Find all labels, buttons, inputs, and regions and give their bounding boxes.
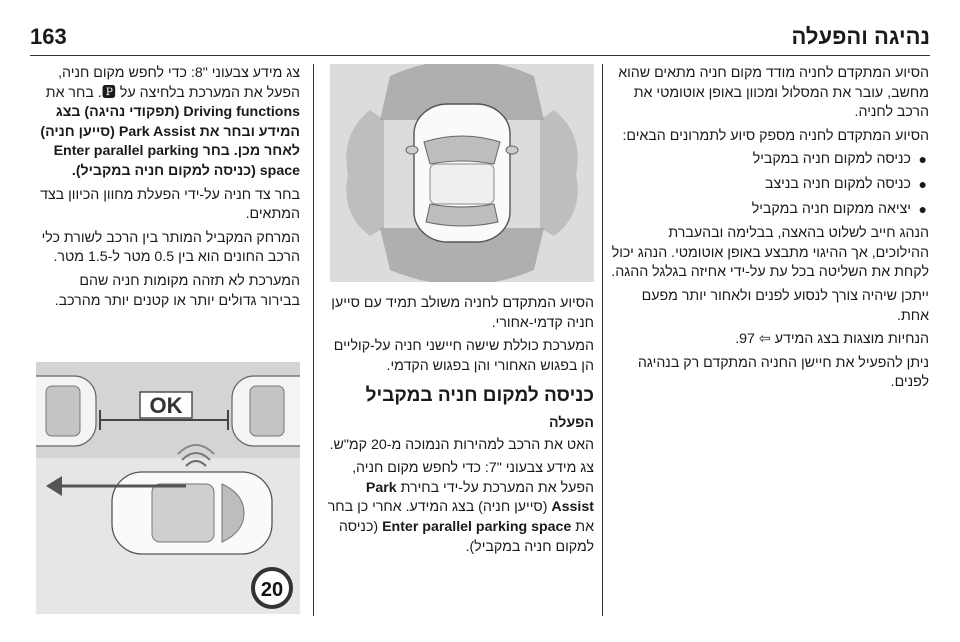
left-column [36,64,300,315]
maneuver-repeat-paragraph: ייתכן שיהיה צורך לנסוע לפנים ולאחור יותר מפעם אחת. [641,287,929,324]
menu-item-enter-parallel-parking-space: Enter parallel parking space [382,518,572,535]
list-item: ● כניסה למקום חניה בניצב [611,175,929,195]
parking-button-icon: 🅿 [101,84,116,101]
arrow-reference-icon: ⇦ [758,331,771,348]
instructions-paragraph: הנחיות מוצגות בצג המידע ⇦ 97. [735,331,929,348]
menu-item-assist: Assist [551,499,594,516]
intro-paragraph: הסיוע המתקדם לחניה מודד מקום חניה מתאים שהוא מחשב, עובר את המסלול ומכוון באופן אוטומטי את הרכב לחניה. [618,65,929,121]
bullet-icon: ● [918,200,927,217]
page-number: 163 [30,24,67,49]
driver-control-paragraph: הנהג חייב לשלוט בהאצה, בבלימה ובהעברת ההילוכים, אך ההיגוי מתבצע באופן אוטומטי. הנהג יכול לקחת את השליטה בכל עת על-ידי אחיזה בגלגל ההגה. [611,225,929,281]
parallel-parking-illustration [36,362,300,614]
menu-item-driving-functions: Driving functions [183,104,300,121]
step-color-display-8: צג מידע צבעוני "8: כדי לחפש מקום חניה, הפעל את המערכת בלחיצה על 🅿. בחר את Driving functions (תפקודי נהיגה) בצג המידע ובחר את Park Assist (סייען חניה) לאחר מכן. בחר Enter parallel parking space (כניסה למקום חניה במקביל). [40,65,300,179]
distance-paragraph: המרחק המקביל המותר בין הרכב לשורת כלי הרכב החונים הוא בין 0.5 מטר ל-1.5 מטר. [41,229,300,266]
activation-label: הפעלה [548,414,594,431]
page-reference: 97 [739,331,755,348]
menu-item-enter-parallel: Enter parallel [53,143,144,160]
forward-only-paragraph: ניתן להפעיל את חיישן החניה המתקדם רק בנהיגה לפנים. [637,354,929,391]
page-header [30,22,930,56]
right-column [611,64,929,397]
maneuver-list [611,150,929,219]
bullet-icon: ● [918,175,927,192]
caption-paragraph: הסיוע המתקדם לחניה משולב תמיד עם סייען חניה קדמי-אחורי. [331,295,594,331]
bullet-icon: ● [918,151,927,168]
parked-car-front [232,376,300,446]
column-divider [313,64,314,616]
step-color-display-7: צג מידע צבעוני "7: כדי לחפש מקום חניה, הפעל את המערכת על-ידי בחירת Park Assist (סייען חניה) בצג המידע. אחרי כן בחר את Enter parallel parking space (כניסה למקום חניה במקביל). [327,460,594,555]
page-title: נהיגה והפעלה [791,24,930,49]
select-side-paragraph: בחר צד חניה על-ידי הפעלת מחוון הכיוון בצד המתאים. [40,186,300,223]
column-divider [602,64,603,616]
menu-item-park: Park [365,479,397,496]
step-slow-down: האט את הרכב למהירות הנמוכה מ-20 קמ"ש. [329,436,594,453]
detection-paragraph: המערכת לא תזהה מקומות חניה שהם בבירור גדולים יותר או קטנים יותר מהרכב. [54,272,300,309]
sensors-paragraph: המערכת כוללת שישה חיישני חניה על-קוליים הן בפגוש האחורי והן בפגוש הקדמי. [333,338,594,374]
moving-car [112,472,272,554]
list-item: ● יציאה ממקום חניה במקביל [611,200,929,220]
menu-item-park-assist: Park Assist [118,123,196,140]
section-heading: כניסה למקום חניה במקביל [365,385,594,407]
parked-car-rear [36,376,96,446]
speed-sign-value: 20 [260,579,284,601]
list-item: ● כניסה למקום חניה במקביל [611,150,929,170]
maneuvers-intro: הסיוע המתקדם לחניה מספק סיוע לתמרונים הבאים: [622,127,929,144]
menu-item-parking-space: parking space [147,143,300,179]
middle-column [326,64,594,561]
car-sensor-illustration [330,64,594,282]
ok-label: OK [149,393,183,418]
